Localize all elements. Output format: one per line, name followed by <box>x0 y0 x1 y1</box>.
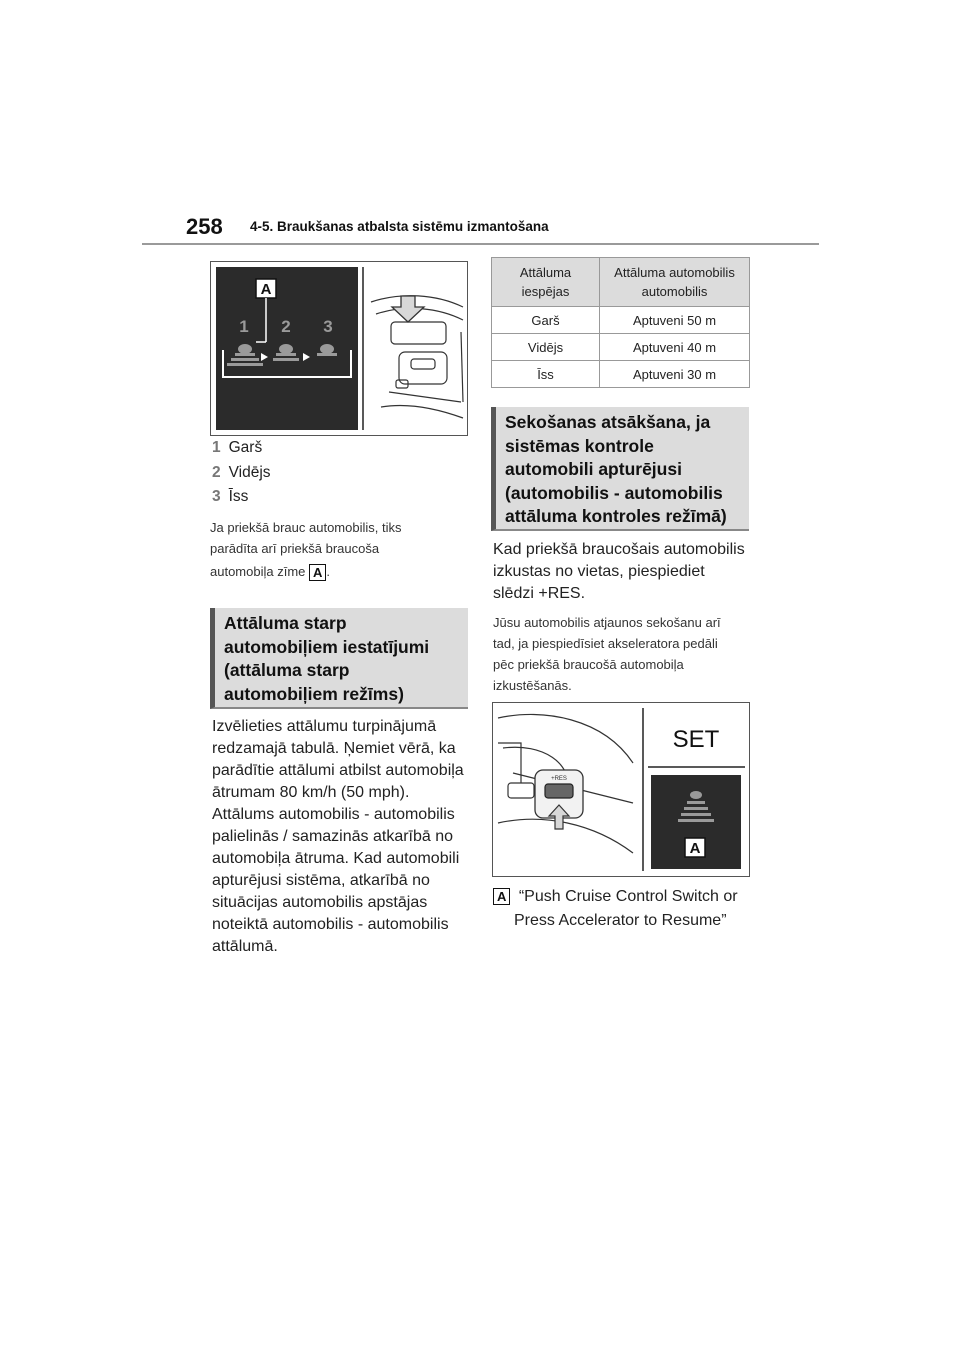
list-text: Vidējs <box>228 464 271 481</box>
section-title: 4-5. Braukšanas atbalsta sistēmu izmantošana <box>250 219 549 234</box>
set-label: SET <box>672 726 720 753</box>
list-text: Īss <box>228 488 249 505</box>
figure-distance-display <box>210 261 468 436</box>
body-text-resume: Kad priekšā braucošais automobilis izkustas no vietas, piespiediet slēdzi +RES. <box>493 541 745 602</box>
note-accelerator: Jūsu automobilis atjaunos sekošanu arī tad, ja piespiedīsiet akseleratora pedāli pēc priekšā braucošā automobiļa izkustēšanās. <box>493 615 721 693</box>
distance-number-1: 1 <box>239 317 249 336</box>
press-arrow-icon <box>392 296 424 322</box>
list-number: 3 <box>212 488 221 505</box>
list-number: 2 <box>212 464 221 481</box>
list-text: Garš <box>228 439 263 456</box>
page-number: 258 <box>186 214 223 239</box>
header-rule <box>142 243 819 245</box>
caption-message: A “Push Cruise Control Switch or Press Accelerator to Resume” <box>493 886 763 932</box>
table-row: Garš Aptuveni 50 m <box>492 307 750 334</box>
res-switch-button <box>545 784 573 798</box>
res-switch-illustration <box>493 703 749 876</box>
res-switch-label: +RES <box>551 776 567 782</box>
list-number: 1 <box>212 439 221 456</box>
callout-a-badge: A <box>493 888 510 905</box>
figure-res-switch <box>492 702 750 877</box>
distance-number-3: 3 <box>323 317 333 336</box>
table-row: Vidējs Aptuveni 40 m <box>492 334 750 361</box>
table-header: Attāluma iespējas <box>492 258 600 307</box>
distance-display-illustration <box>211 262 467 435</box>
list-item <box>212 488 248 506</box>
heading-resume-following: Sekošanas atsākšana, ja sistēmas kontrole automobili apturējusi (automobilis - automobilis attāluma kontroles režīmā) <box>491 407 749 531</box>
callout-a-badge: A <box>309 564 326 581</box>
table-row: Īss Aptuveni 30 m <box>492 361 750 388</box>
heading-distance-settings: Attāluma starp automobiļiem iestatījumi (attāluma starp automobiļiem režīms) <box>210 608 468 709</box>
callout-a-label: A <box>689 840 701 857</box>
table-header: Attāluma automobilis automobilis <box>600 258 750 307</box>
list-item <box>212 464 271 482</box>
distance-number-2: 2 <box>281 317 291 336</box>
note-preceding-vehicle: Ja priekšā brauc automobilis, tiks parādīta arī priekšā braucoša automobiļa zīme A . <box>210 520 402 581</box>
list-item <box>212 439 262 457</box>
body-text-distance: Izvēlieties attālumu turpinājumā redzamajā tabulā. Ņemiet vērā, ka parādītie attālumi atbilst automobiļa ātrumam 80 km/h (50 mph). Attālums automobilis - automobilis palielinās / samazinās atkarībā no automobiļa ātruma. Kad automobili apturējusi sistēma, atkarībā no situācijas automobilis apstājas noteiktā automobilis - automobilis attālumā. <box>212 718 464 955</box>
distance-table <box>491 257 750 388</box>
callout-a-label: A <box>260 281 272 298</box>
